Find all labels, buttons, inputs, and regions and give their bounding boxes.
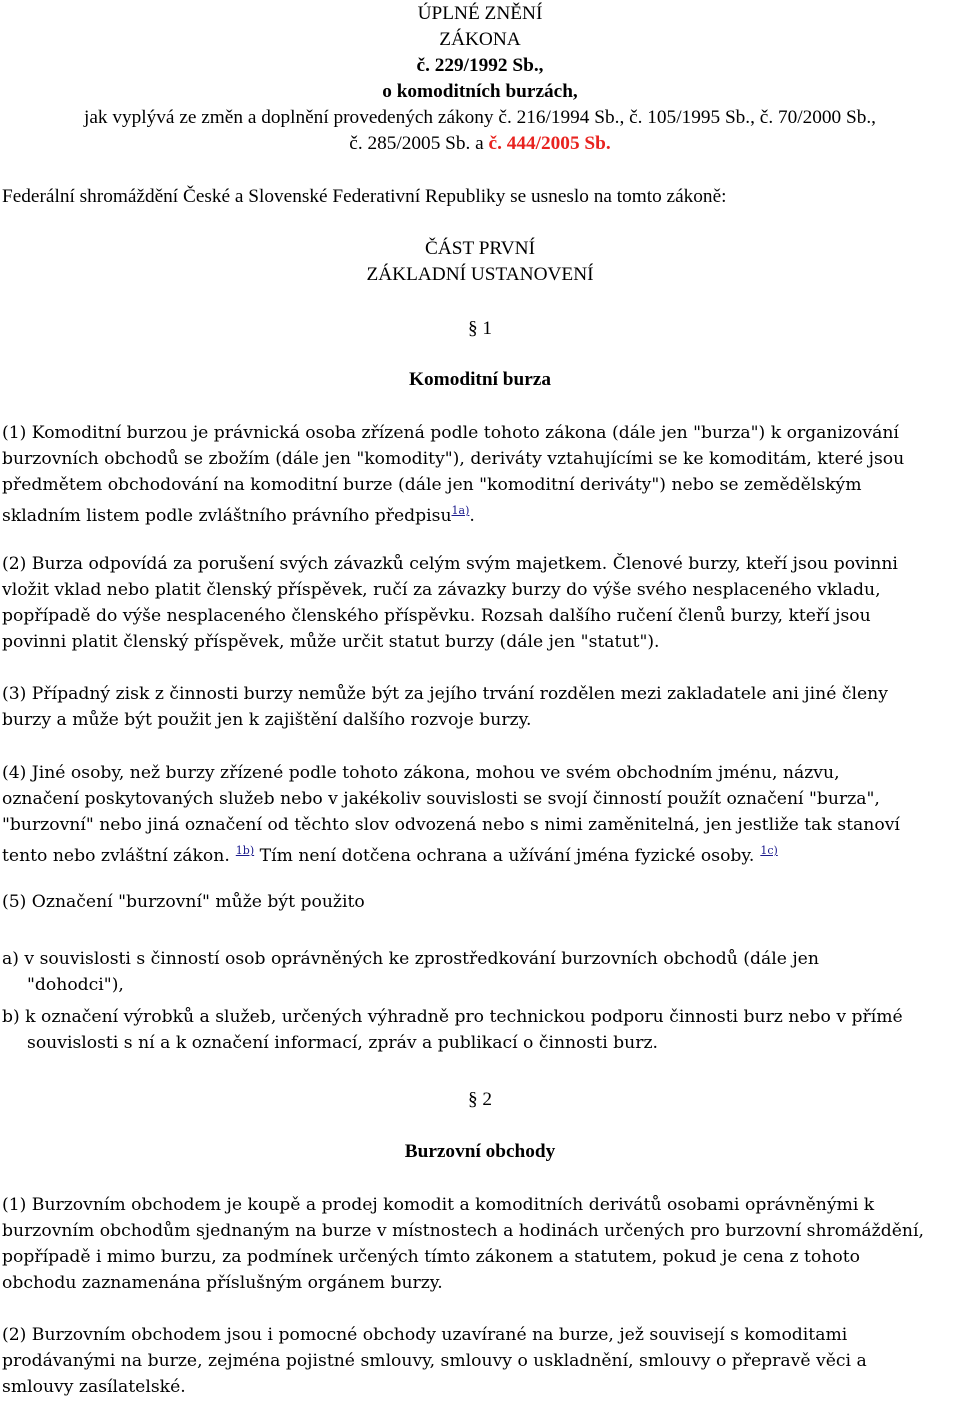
- list-item-a-cont: "dohodci"),: [27, 975, 124, 995]
- paragraph-line: označení poskytovaných služeb nebo v jakékoliv souvislosti se svojí činností použít označení "burza",: [2, 789, 880, 809]
- header-law-title: o komoditních burzách,: [382, 81, 578, 102]
- paragraph-line: (2) Burza odpovídá za porušení svých závazků celým svým majetkem. Členové burzy, kteří jsou povinni: [2, 554, 898, 574]
- paragraph-line: smlouvy zasílatelské.: [2, 1377, 186, 1397]
- latest-amendment: č. 444/2005 Sb.: [488, 133, 611, 154]
- paragraph-line: (4) Jiné osoby, než burzy zřízené podle tohoto zákona, mohou ve svém obchodním jménu, názvu,: [2, 763, 840, 783]
- paragraph-line: předmětem obchodování na komoditní burze (dále jen "komoditní deriváty") nebo se zemědělským: [2, 475, 862, 495]
- header-law: ZÁKONA: [439, 29, 521, 50]
- header-amendments: jak vyplývá ze změn a doplnění provedených zákony č. 216/1994 Sb., č. 105/1995 Sb., č. 70/2000 Sb.,: [84, 107, 876, 128]
- section-1-title: Komoditní burza: [409, 369, 551, 390]
- paragraph-line: (1) Komoditní burzou je právnická osoba zřízená podle tohoto zákona (dále jen "burza") k organizování: [2, 423, 899, 443]
- paragraph-line: (1) Burzovním obchodem je koupě a prodej komodit a komoditních derivátů osobami oprávněnými k: [2, 1195, 875, 1215]
- paragraph-line: skladním listem podle zvláštního právního předpisu$^{1a)}$.: [2, 504, 475, 526]
- paragraph-line: popřípadě do výše nesplaceného členského příspěvku. Rozsah dalšího ručení členů burzy, kteří jsou: [2, 606, 871, 626]
- paragraph-line: (3) Případný zisk z činnosti burzy nemůže být za jejího trvání rozdělen mezi zakladatele ani jiné členy: [2, 684, 888, 704]
- paragraph-line: vložit vklad nebo platit členský příspěvek, ručí za závazky burzy do výše svého nesplaceného vkladu,: [2, 580, 881, 600]
- section-2-title: Burzovní obchody: [404, 1141, 556, 1162]
- paragraph-line: obchodu zaznamenána příslušným orgánem burzy.: [2, 1273, 443, 1293]
- paragraph-line: tento nebo zvláštní zákon. $^{1b)}$ Tím není dotčena ochrana a užívání jména fyzické osoby. $^{1c)}$: [2, 844, 778, 866]
- footnote-ref-1a[interactable]: 1a): [451, 504, 470, 517]
- paragraph-line: (2) Burzovním obchodem jsou i pomocné obchody uzavírané na burze, jež souvisejí s komoditami: [2, 1325, 848, 1345]
- paragraph-line: burzovním obchodům sjednaným na burze v místnostech a hodinách určených pro burzovní shromáždění,: [2, 1221, 924, 1241]
- paragraph-line: prodávanými na burze, zejména pojistné smlouvy, smlouvy o uskladnění, smlouvy o přepravě věci a: [2, 1351, 867, 1371]
- section-2-number: § 2: [467, 1089, 493, 1110]
- list-item-b-cont: souvislosti s ní a k označení informací, zpráv a publikací o činnosti burz.: [27, 1033, 658, 1053]
- paragraph-line: (5) Označení "burzovní" může být použito: [2, 892, 365, 912]
- preamble: Federální shromáždění České a Slovenské Federativní Republiky se usneslo na tomto zákoně:: [2, 186, 727, 207]
- list-item-b: b) k označení výrobků a služeb, určených výhradně pro technickou podporu činnosti burz nebo v přímé: [2, 1007, 903, 1027]
- header-full-text: ÚPLNÉ ZNĚNÍ: [417, 3, 543, 24]
- list-item-a: a) v souvislosti s činností osob oprávněných ke zprostředkování burzovních obchodů (dále jen: [2, 949, 819, 969]
- paragraph-line: povinni platit členský příspěvek, může určit statut burzy (dále jen "statut").: [2, 632, 660, 652]
- header-amendments-cont: č. 285/2005 Sb. a č. 444/2005 Sb.: [349, 133, 611, 154]
- paragraph-line: popřípadě i mimo burzu, za podmínek určených tímto zákonem a statutem, pokud je cena z tohoto: [2, 1247, 860, 1267]
- footnote-ref-1c[interactable]: 1c): [760, 844, 778, 857]
- section-1-number: § 1: [467, 318, 493, 339]
- paragraph-line: burzovních obchodů se zbožím (dále jen "komodity"), deriváty vztahujícími se ke komoditám, které jsou: [2, 449, 905, 469]
- header-law-number: č. 229/1992 Sb.,: [416, 55, 544, 76]
- footnote-ref-1b[interactable]: 1b): [235, 844, 255, 857]
- paragraph-line: burzy a může být použit jen k zajištění dalšího rozvoje burzy.: [2, 710, 532, 730]
- paragraph-line: "burzovní" nebo jiná označení od těchto slov odvozená nebo s nimi zaměnitelná, jen jestliže tak stanoví: [2, 815, 900, 835]
- part-subtitle: ZÁKLADNÍ USTANOVENÍ: [366, 264, 594, 285]
- part-title: ČÁST PRVNÍ: [424, 238, 536, 259]
